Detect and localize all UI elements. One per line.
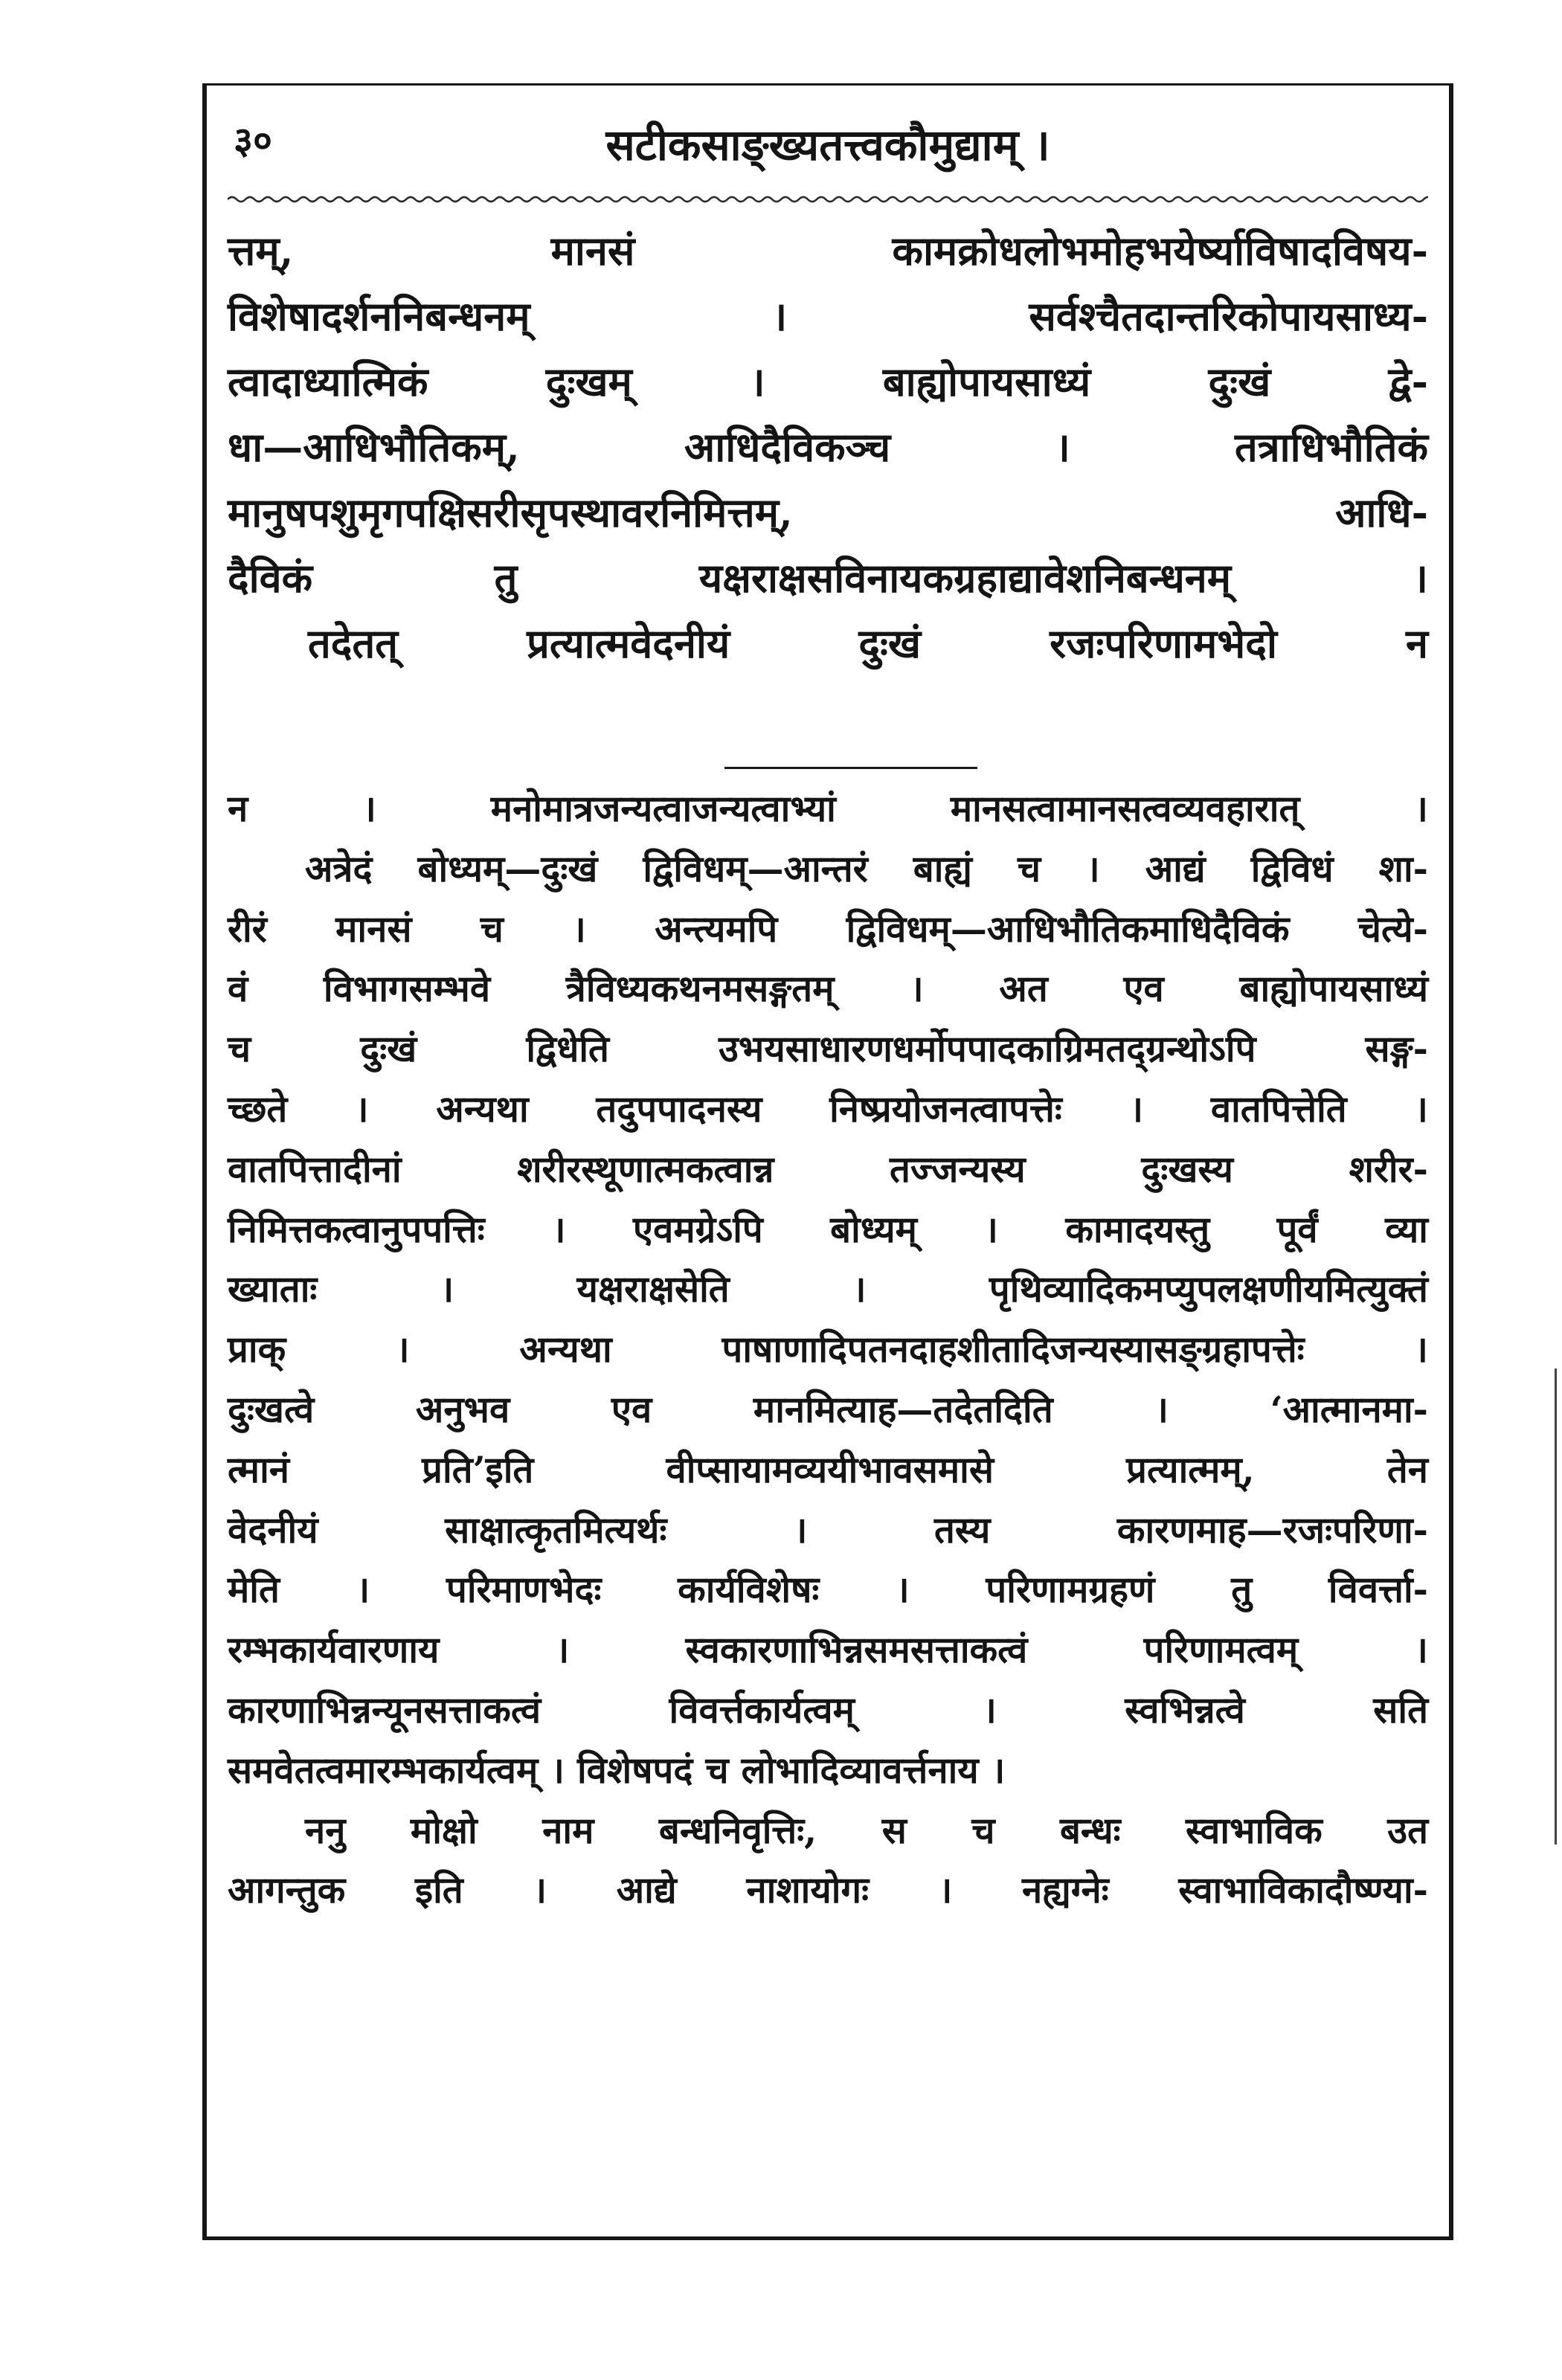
commentary-line: कारणाभिन्नन्यूनसत्ताकत्वं विवर्त्तकार्यत्वम् । स्वभिन्नत्वे सति — [228, 1688, 1428, 1731]
commentary-line: न । मनोमात्रजन्यत्वाजन्यत्वाभ्यां मानसत्वामानसत्वव्यवहारात् । — [228, 787, 1428, 830]
commentary-line: वातपित्तादीनां शरीरस्थूणात्मकत्वान्न तज्जन्यस्य दुःखस्य शरीर- — [228, 1147, 1428, 1191]
section-divider — [724, 767, 977, 769]
running-header — [207, 114, 1449, 173]
main-line: धा—आधिभौतिकम्, आधिदैविकञ्च । तत्राधिभौतिकं — [228, 423, 1428, 471]
commentary-line: रीरं मानसं च । अन्त्यमपि द्विविधम्—आधिभौतिकमाधिदैविकं चेत्ये- — [228, 907, 1428, 951]
main-line: त्तम्, मानसं कामक्रोधलोभमोहभयेर्ष्याविषादविषय- — [228, 227, 1428, 274]
main-line: दैविकं तु यक्षराक्षसविनायकग्रहाद्यावेशनिबन्धनम् । — [228, 554, 1428, 602]
commentary-line: मेति । परिमाणभेदः कार्यविशेषः । परिणामग्रहणं तु विवर्त्ता- — [228, 1568, 1428, 1612]
commentary-line: ख्याताः । यक्षराक्षसेति । पृथिव्यादिकमप्युपलक्षणीयमित्युक्तं — [228, 1267, 1428, 1311]
header-rule — [228, 194, 1428, 205]
commentary-line: च दुःखं द्विधेति उभयसाधारणधर्मोपपादकाग्रिमतद्ग्रन्थोऽपि सङ्ग- — [228, 1027, 1428, 1071]
commentary-line: अत्रेदं बोध्यम्—दुःखं द्विविधम्—आन्तरं बाह्यं च । आद्यं द्विविधं शा- — [305, 846, 1428, 890]
main-line: विशेषादर्शननिबन्धनम् । सर्वश्चैतदान्तरिकोपायसाध्य- — [228, 292, 1428, 340]
commentary-line: आगन्तुक इति । आद्ये नाशायोगः । नह्यग्नेः स्वाभाविकादौष्ण्या- — [228, 1868, 1428, 1912]
main-line: मानुषपशुमृगपक्षिसरीसृपस्थावरनिमित्तम्, आधि- — [228, 489, 1428, 536]
commentary-line: वेदनीयं साक्षात्कृतमित्यर्थः । तस्य कारणमाह—रजःपरिणा- — [228, 1508, 1428, 1551]
commentary-line: ननु मोक्षो नाम बन्धनिवृत्तिः, स च बन्धः स्वाभाविक उत — [305, 1808, 1428, 1852]
running-title: सटीकसाङ्ख्यतत्त्वकौमुद्याम् । — [605, 120, 1050, 170]
commentary-line: समवेतत्वमारम्भकार्यत्वम् । विशेषपदं च लोभादिव्यावर्त्तनाय । — [228, 1748, 1006, 1792]
scan-margin-mark — [1555, 1368, 1557, 1844]
commentary-line: दुःखत्वे अनुभव एव मानमित्याह—तदेतदिति । ‘आत्मानमा- — [228, 1387, 1428, 1431]
commentary-line: निमित्तकत्वानुपपत्तिः । एवमग्रेऽपि बोध्यम् । कामादयस्तु पूर्वं व्या — [228, 1207, 1428, 1251]
main-text — [228, 218, 1428, 676]
commentary-line: वं विभागसम्भवे त्रैविध्यकथनमसङ्गतम् । अत एव बाह्योपायसाध्यं — [228, 967, 1428, 1011]
commentary — [228, 779, 1428, 1920]
commentary-line: च्छते । अन्यथा तदुपपादनस्य निष्प्रयोजनत्वापत्तेः । वातपित्तेति । — [228, 1087, 1428, 1130]
main-line: तदेतत् प्रत्यात्मवेदनीयं दुःखं रजःपरिणामभेदो न — [308, 620, 1428, 667]
page-number: ३० — [234, 118, 272, 162]
page-frame — [202, 83, 1453, 2240]
commentary-line: त्मानं प्रति’इति वीप्सायामव्ययीभावसमासे प्रत्यात्मम्, तेन — [228, 1447, 1428, 1491]
commentary-line: रम्भकार्यवारणाय । स्वकारणाभिन्नसमसत्ताकत्वं परिणामत्वम् । — [228, 1628, 1428, 1672]
commentary-line: प्राक् । अन्यथा पाषाणादिपतनदाहशीतादिजन्यस्यासङ्ग्रहापत्तेः । — [228, 1328, 1428, 1371]
main-line: त्वादाध्यात्मिकं दुःखम् । बाह्योपायसाध्यं दुःखं द्वे- — [228, 358, 1428, 405]
